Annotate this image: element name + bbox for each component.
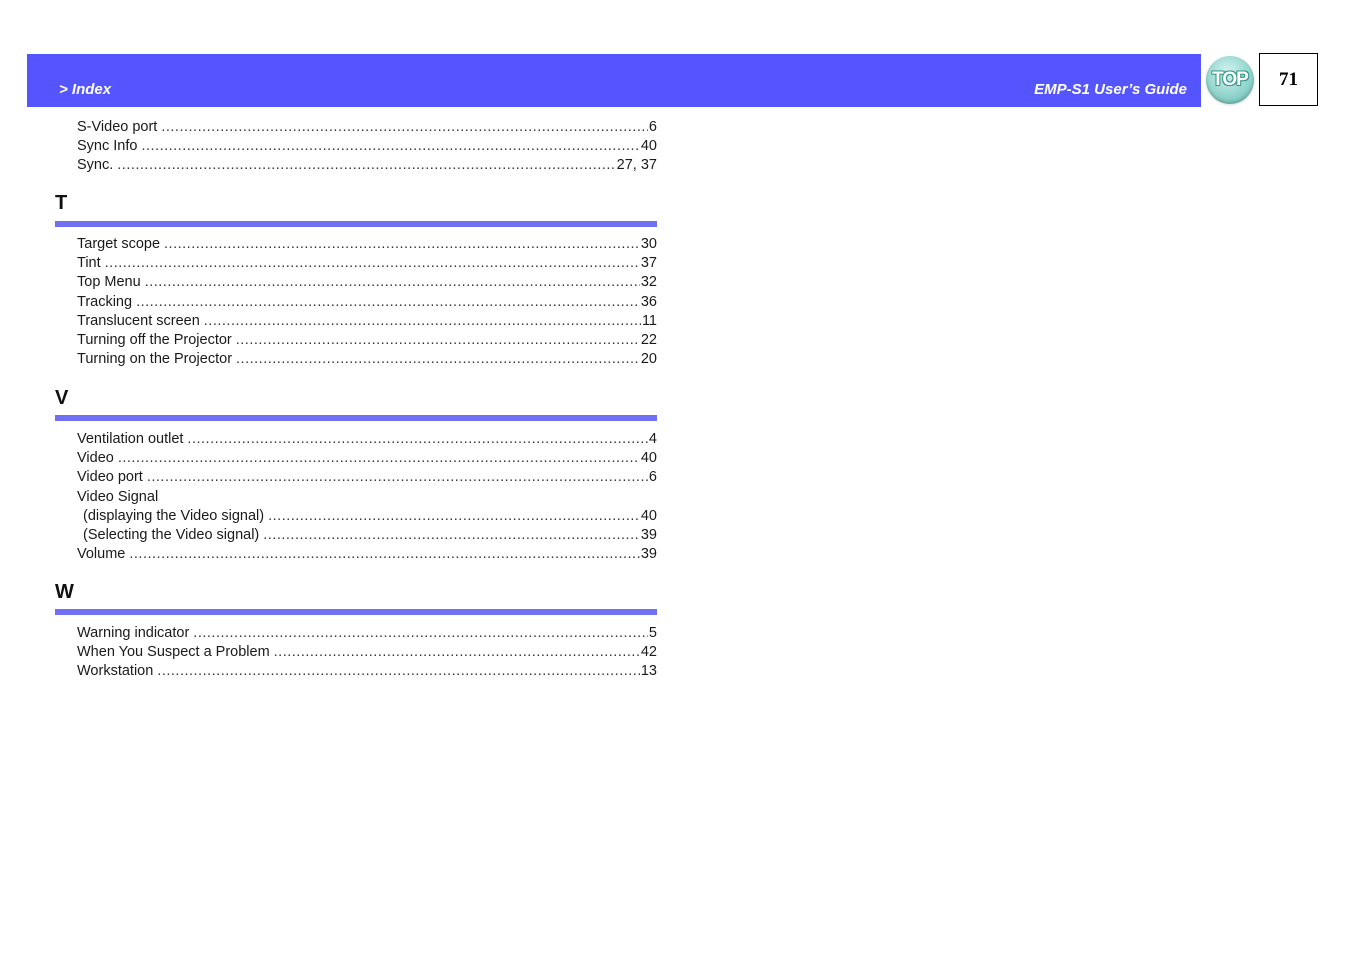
leader-dots bbox=[145, 273, 640, 292]
entry-page: 40 bbox=[640, 450, 657, 467]
top-button[interactable] bbox=[1206, 56, 1254, 104]
entry-term: Translucent screen bbox=[77, 312, 200, 329]
entry-term: Video Signal bbox=[77, 488, 159, 505]
entry-page: 27, 37 bbox=[616, 157, 657, 174]
leader-dots bbox=[105, 254, 640, 273]
entry-term: (displaying the Video signal) bbox=[83, 507, 265, 524]
entry-page: 39 bbox=[640, 546, 657, 563]
leader-dots bbox=[147, 468, 648, 487]
index-entry[interactable] bbox=[77, 449, 657, 468]
index-entry[interactable] bbox=[77, 137, 657, 156]
breadcrumb-index-link[interactable]: > Index bbox=[59, 81, 112, 98]
entry-page: 5 bbox=[648, 625, 657, 641]
entry-page: 13 bbox=[640, 663, 657, 680]
page-number: 71 bbox=[1279, 68, 1298, 90]
entry-term: Tint bbox=[77, 255, 101, 272]
entry-term: Ventilation outlet bbox=[77, 431, 184, 447]
index-entry[interactable] bbox=[77, 273, 657, 292]
index-entry[interactable] bbox=[77, 312, 657, 331]
index-entry[interactable] bbox=[77, 331, 657, 350]
entry-term: Sync Info bbox=[77, 138, 138, 155]
leader-dots bbox=[118, 449, 640, 468]
entry-page: 42 bbox=[640, 644, 657, 661]
leader-dots bbox=[187, 430, 648, 449]
leader-dots bbox=[193, 624, 648, 643]
index-entry[interactable] bbox=[77, 118, 657, 137]
leader-dots bbox=[236, 331, 640, 350]
index-entry[interactable] bbox=[77, 254, 657, 273]
index-entry[interactable] bbox=[77, 624, 657, 643]
entry-page: 39 bbox=[640, 526, 657, 543]
index-entry[interactable] bbox=[77, 293, 657, 312]
leader-dots bbox=[236, 350, 640, 369]
leader-dots bbox=[129, 545, 639, 564]
index-entry[interactable] bbox=[77, 156, 657, 175]
entry-term: Turning on the Projector bbox=[77, 351, 233, 368]
index-entries-s bbox=[77, 118, 657, 176]
index-subentry[interactable] bbox=[77, 526, 657, 545]
entry-page: 6 bbox=[648, 119, 657, 135]
leader-dots bbox=[117, 156, 615, 175]
entry-page: 32 bbox=[640, 274, 657, 291]
leader-dots bbox=[161, 118, 648, 137]
entry-term: Target scope bbox=[77, 236, 161, 252]
entry-page: 30 bbox=[640, 236, 657, 252]
page-number-box bbox=[1259, 53, 1318, 106]
entry-term: Video port bbox=[77, 469, 143, 486]
header-bar bbox=[27, 54, 1201, 107]
entry-term: Warning indicator bbox=[77, 625, 190, 641]
entry-term: Workstation bbox=[77, 663, 154, 680]
section-rule bbox=[55, 415, 657, 421]
entry-page: 40 bbox=[640, 138, 657, 155]
index-entry[interactable] bbox=[77, 545, 657, 564]
leader-dots bbox=[204, 312, 641, 331]
leader-dots bbox=[136, 293, 640, 312]
top-button-label: TOP bbox=[1212, 69, 1248, 90]
entry-page: 11 bbox=[641, 312, 657, 329]
entry-term: Sync. bbox=[77, 157, 114, 174]
entry-page: 37 bbox=[640, 255, 657, 272]
index-entries-v bbox=[77, 430, 657, 564]
entry-page: 20 bbox=[640, 351, 657, 368]
leader-dots bbox=[157, 662, 640, 681]
leader-dots bbox=[141, 137, 639, 156]
entry-term: When You Suspect a Problem bbox=[77, 644, 270, 661]
section-letter-v: V bbox=[55, 387, 69, 409]
index-entries-t bbox=[77, 235, 657, 369]
leader-dots bbox=[274, 643, 640, 662]
entry-page: 36 bbox=[640, 293, 657, 310]
section-rule bbox=[55, 609, 657, 615]
leader-dots bbox=[268, 507, 640, 526]
entry-page: 22 bbox=[640, 331, 657, 348]
index-entry-heading bbox=[77, 488, 657, 507]
section-letter-w: W bbox=[55, 581, 74, 603]
entry-page: 6 bbox=[648, 469, 657, 486]
entry-term: Volume bbox=[77, 546, 126, 563]
entry-term: Video bbox=[77, 450, 114, 467]
index-entries-w bbox=[77, 624, 657, 682]
index-entry[interactable] bbox=[77, 430, 657, 449]
entry-term: Turning off the Projector bbox=[77, 331, 232, 348]
section-rule bbox=[55, 221, 657, 227]
entry-term: Tracking bbox=[77, 293, 133, 310]
section-letter-t: T bbox=[55, 192, 68, 214]
entry-page: 40 bbox=[640, 507, 657, 524]
index-subentry[interactable] bbox=[77, 507, 657, 526]
entry-term: S-Video port bbox=[77, 119, 158, 135]
leader-dots bbox=[164, 235, 640, 254]
entry-page: 4 bbox=[648, 431, 657, 447]
entry-term: Top Menu bbox=[77, 274, 141, 291]
index-entry[interactable] bbox=[77, 662, 657, 681]
index-entry[interactable] bbox=[77, 350, 657, 369]
guide-title: EMP-S1 User’s Guide bbox=[1034, 81, 1187, 98]
index-entry[interactable] bbox=[77, 235, 657, 254]
leader-dots bbox=[263, 526, 640, 545]
index-entry[interactable] bbox=[77, 643, 657, 662]
entry-term: (Selecting the Video signal) bbox=[83, 526, 260, 543]
index-entry[interactable] bbox=[77, 468, 657, 487]
